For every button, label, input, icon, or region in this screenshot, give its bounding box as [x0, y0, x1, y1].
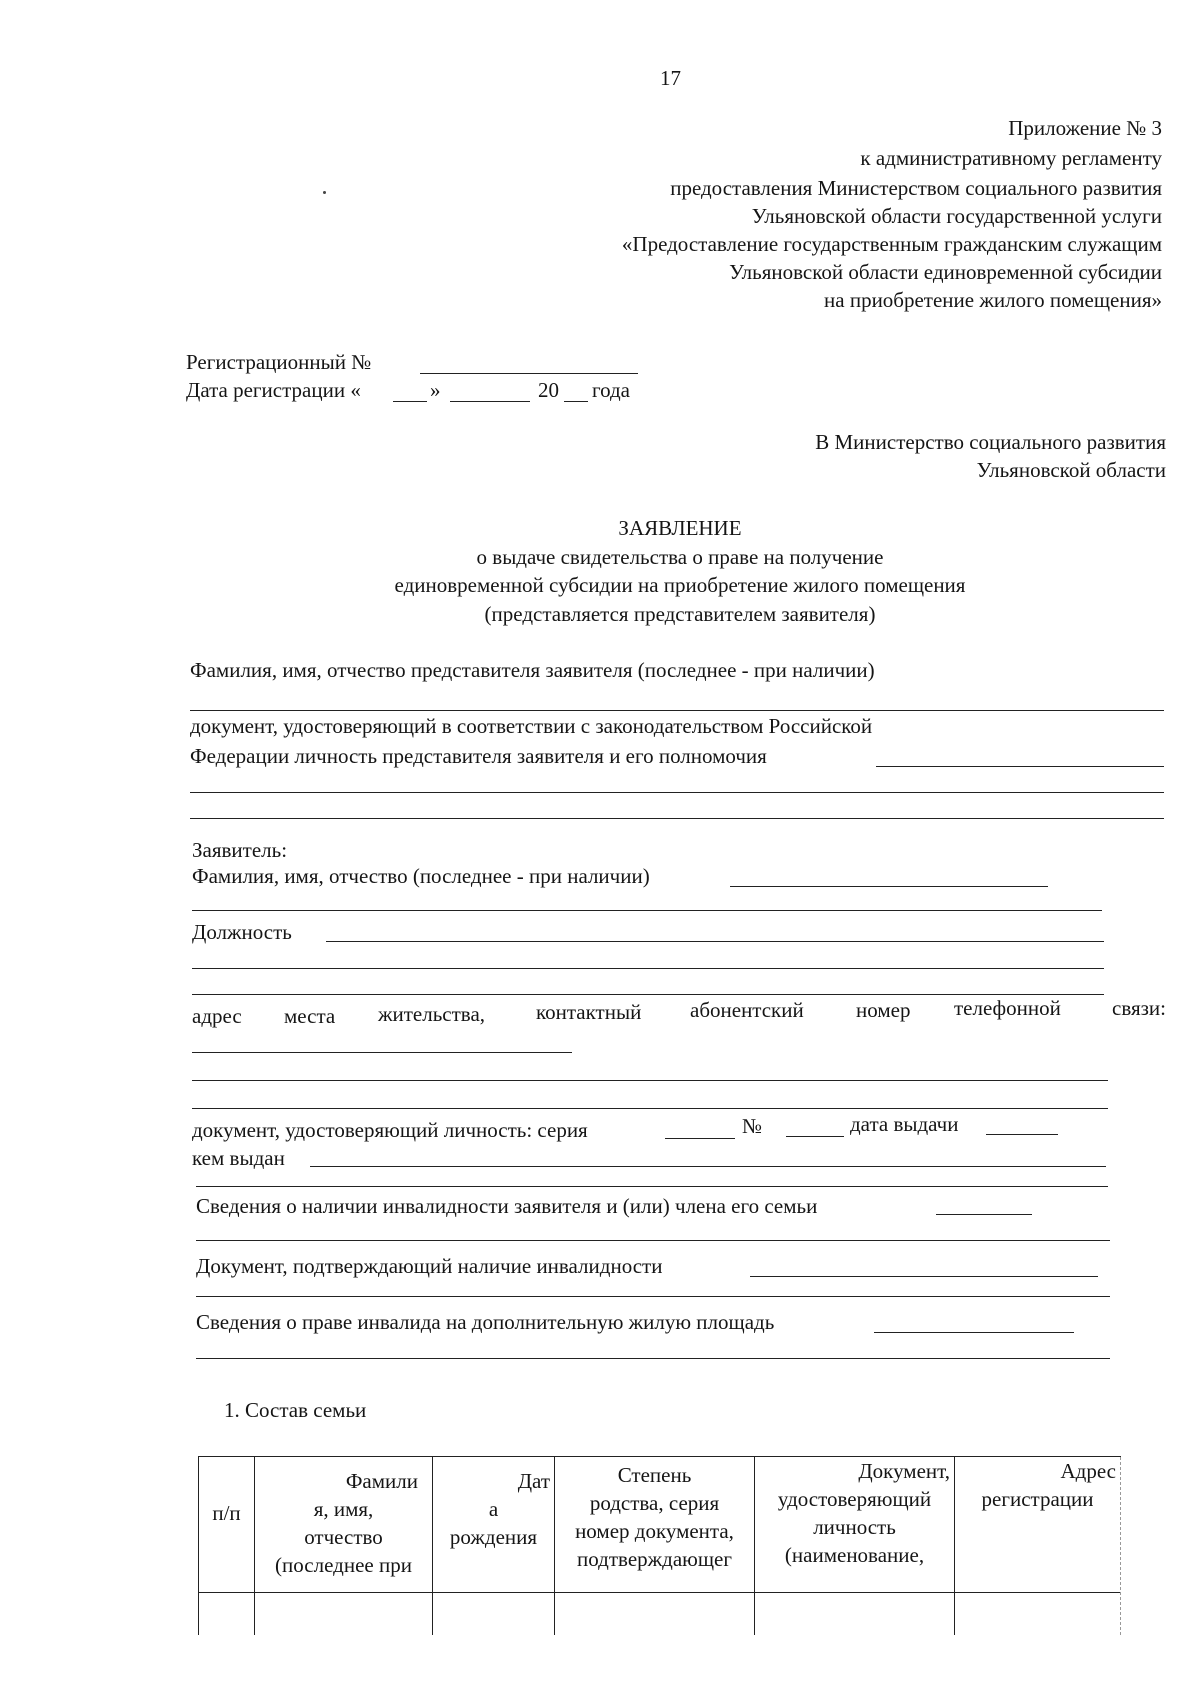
- issue-date-field[interactable]: [986, 1134, 1058, 1135]
- address-label-word: адрес: [192, 1004, 242, 1028]
- family-table: [198, 1456, 1121, 1635]
- extra-space-field-line[interactable]: [196, 1358, 1110, 1359]
- address-field-line[interactable]: [192, 1080, 1108, 1081]
- disability-doc-field[interactable]: [750, 1276, 1098, 1277]
- appendix-line: на приобретение жилого помещения»: [824, 288, 1162, 312]
- registration-day-field[interactable]: [393, 401, 427, 402]
- applicant-fio-field[interactable]: [730, 886, 1048, 887]
- address-label-word: номер: [856, 998, 911, 1022]
- col-label: а: [488, 1497, 499, 1521]
- col-relationship: [555, 1457, 755, 1636]
- extra-space-label: Сведения о праве инвалида на дополнительную жилую площадь: [196, 1310, 775, 1334]
- col-label: Адрес: [1060, 1459, 1116, 1483]
- title-subline: о выдаче свидетельства о праве на получение: [476, 545, 884, 569]
- col-label: удостоверяющий: [777, 1487, 932, 1511]
- appendix-line: Ульяновской области единовременной субсидии: [729, 260, 1162, 284]
- title-subline: (представляется представителем заявителя): [484, 602, 876, 626]
- address-label-word: места: [284, 1004, 336, 1028]
- address-label-word: телефонной: [954, 996, 1061, 1020]
- disability-doc-field-line[interactable]: [196, 1296, 1110, 1297]
- rep-fio-label: Фамилия, имя, отчество представителя заявителя (последнее - при наличии): [190, 658, 875, 682]
- col-address: [955, 1457, 1121, 1636]
- col-label: Фамили: [345, 1469, 418, 1493]
- col-label: Степень: [617, 1463, 692, 1487]
- position-field-line[interactable]: [192, 968, 1104, 969]
- col-fio: [255, 1457, 433, 1636]
- issued-by-field[interactable]: [310, 1166, 1106, 1167]
- page-number: 17: [660, 66, 681, 90]
- registration-year-prefix: 20: [538, 378, 559, 402]
- disability-info-label: Сведения о наличии инвалидности заявителя и (или) члена его семьи: [196, 1194, 818, 1218]
- applicant-fio-label: Фамилия, имя, отчество (последнее - при наличии): [192, 864, 650, 888]
- issued-by-field-line[interactable]: [196, 1186, 1108, 1187]
- appendix-line: Приложение № 3: [1008, 116, 1162, 140]
- col-label: п/п: [212, 1501, 241, 1525]
- col-label: Документ,: [858, 1459, 950, 1483]
- appendix-line: Ульяновской области государственной услуги: [751, 204, 1162, 228]
- registration-date-quote: »: [430, 378, 441, 402]
- applicant-fio-field-line[interactable]: [192, 910, 1102, 911]
- col-index: [199, 1457, 255, 1636]
- col-identity-doc: [755, 1457, 955, 1636]
- registration-date-label: Дата регистрации «: [186, 378, 361, 402]
- applicant-label: Заявитель:: [192, 838, 288, 862]
- col-label: отчество: [304, 1525, 383, 1549]
- id-number-sign: №: [742, 1114, 763, 1138]
- id-doc-label: документ, удостоверяющий личность: серия: [192, 1118, 588, 1142]
- addressee-line: В Министерство социального развития: [815, 430, 1166, 454]
- col-label: я, имя,: [313, 1497, 374, 1521]
- appendix-line: к административному регламенту: [860, 146, 1162, 170]
- rep-doc-label-1: документ, удостоверяющий в соответствии с законодательством Российской: [190, 714, 873, 738]
- address-field-line[interactable]: [192, 1108, 1108, 1109]
- family-heading: 1. Состав семьи: [224, 1398, 367, 1422]
- id-number-field[interactable]: [786, 1136, 844, 1137]
- address-label-word: жительства,: [378, 1002, 486, 1026]
- col-label: Дат: [517, 1469, 550, 1493]
- registration-number-label: Регистрационный №: [186, 350, 372, 374]
- table-bottom-border: [198, 1592, 1120, 1593]
- rep-doc-field-line[interactable]: [190, 792, 1164, 793]
- document-title: ЗАЯВЛЕНИЕ: [618, 516, 742, 540]
- issue-date-label: дата выдачи: [850, 1112, 959, 1136]
- rep-doc-label-2: Федерации личность представителя заявителя и его полномочия: [190, 744, 767, 768]
- col-label: рождения: [449, 1525, 538, 1549]
- position-field[interactable]: [326, 941, 1104, 942]
- position-label: Должность: [192, 920, 292, 944]
- registration-year-field[interactable]: [564, 401, 588, 402]
- col-label: (последнее при: [275, 1553, 412, 1577]
- col-label: номер документа,: [575, 1519, 734, 1543]
- address-field[interactable]: [192, 1052, 572, 1053]
- col-label: родства, серия: [589, 1491, 720, 1515]
- address-label-word: контактный: [536, 1000, 642, 1024]
- registration-month-field[interactable]: [450, 401, 530, 402]
- table-header-row: [199, 1457, 1121, 1636]
- registration-number-field[interactable]: [420, 373, 638, 374]
- rep-doc-field[interactable]: [876, 766, 1164, 767]
- disability-doc-label: Документ, подтверждающий наличие инвалидности: [196, 1254, 663, 1278]
- issued-by-label: кем выдан: [192, 1146, 285, 1170]
- stray-dot: [323, 191, 326, 194]
- address-label-word: абонентский: [690, 998, 804, 1022]
- extra-space-field[interactable]: [874, 1332, 1074, 1333]
- appendix-line: предоставления Министерством социального развития: [670, 176, 1162, 200]
- disability-info-field[interactable]: [936, 1214, 1032, 1215]
- col-label: регистрации: [981, 1487, 1094, 1511]
- col-birth-date: [433, 1457, 555, 1636]
- col-label: подтверждающег: [577, 1547, 732, 1571]
- disability-info-field-line[interactable]: [196, 1240, 1110, 1241]
- rep-fio-field[interactable]: [190, 710, 1164, 711]
- title-subline: единовременной субсидии на приобретение жилого помещения: [394, 573, 966, 597]
- col-label: (наименование,: [784, 1543, 925, 1567]
- registration-year-suffix: года: [592, 378, 630, 402]
- rep-doc-field-line[interactable]: [190, 818, 1164, 819]
- id-series-field[interactable]: [665, 1138, 735, 1139]
- address-label-word: связи:: [1112, 996, 1166, 1020]
- col-label: личность: [813, 1515, 896, 1539]
- appendix-line: «Предоставление государственным гражданским служащим: [621, 232, 1162, 256]
- addressee-line: Ульяновской области: [976, 458, 1166, 482]
